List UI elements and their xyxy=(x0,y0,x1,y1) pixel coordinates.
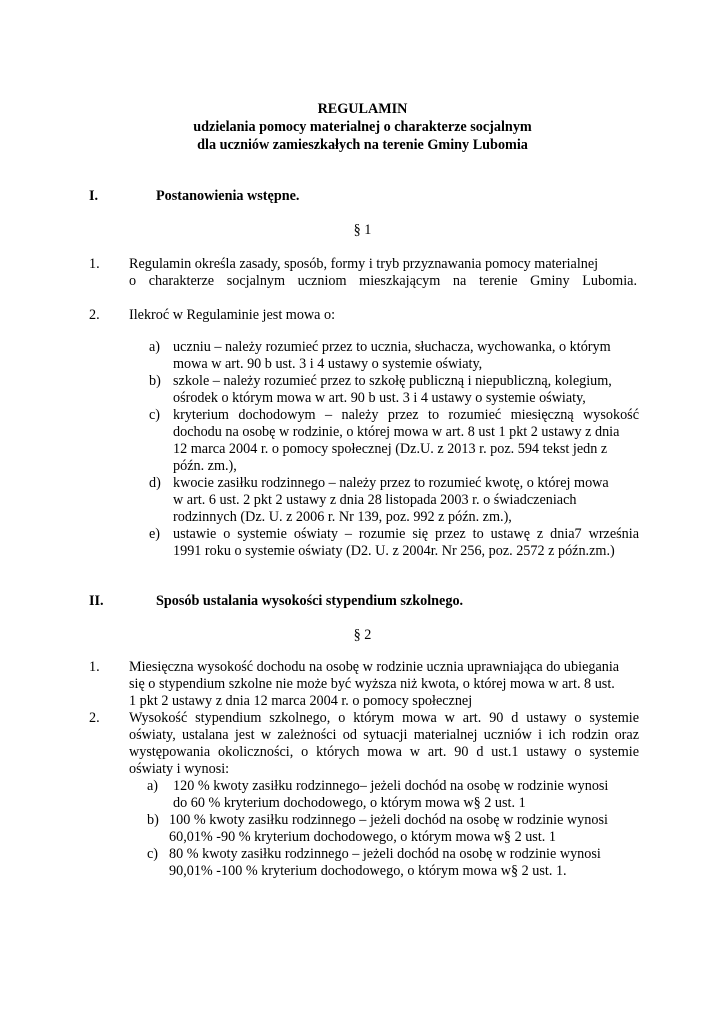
definition-c-line-1: kryterium dochodowym – należy przez to rozumieć miesięczną wysokość xyxy=(173,407,639,423)
definition-a-letter: a) xyxy=(149,339,161,355)
definition-a-line-2: mowa w art. 90 b ust. 3 i 4 ustawy o systemie oświaty, xyxy=(173,356,483,372)
section-1-heading: Postanowienia wstępne. xyxy=(156,188,300,204)
definition-d-line-2: w art. 6 ust. 2 pkt 2 ustawy z dnia 28 listopada 2003 r. o świadczeniach xyxy=(173,492,577,508)
rate-c-line-2: 90,01% -100 % kryterium dochodowego, o którym mowa w§ 2 ust. 1. xyxy=(169,863,567,879)
rate-a-line-1: 120 % kwoty zasiłku rodzinnego– jeżeli dochód na osobę w rodzinie wynosi xyxy=(173,778,609,794)
section-2-heading: Sposób ustalania wysokości stypendium szkolnego. xyxy=(156,593,464,609)
definition-c-line-2: dochodu na osobę w rodzinie, o której mowa w art. 8 ust 1 pkt 2 ustawy z dnia xyxy=(173,424,620,440)
section-2-item-2-number: 2. xyxy=(89,710,100,726)
section-2-paragraph-sign: § 2 xyxy=(353,627,372,643)
section-1-item-2-line-1: Ilekroć w Regulaminie jest mowa o: xyxy=(129,307,336,323)
section-2-item-2-line-1: Wysokość stypendium szkolnego, o którym mowa w art. 90 d ustawy o systemie xyxy=(129,710,639,726)
section-2-item-1-line-1: Miesięczna wysokość dochodu na osobę w rodzinie ucznia uprawniająca do ubiegania xyxy=(129,659,620,675)
definition-d-line-3: rodzinnych (Dz. U. z 2006 r. Nr 139, poz. 992 z późn. zm.), xyxy=(173,509,512,525)
definition-b-letter: b) xyxy=(149,373,161,389)
definition-a-line-1: uczniu – należy rozumieć przez to ucznia, słuchacza, wychowanka, o którym xyxy=(173,339,611,355)
rate-c-line-1: 80 % kwoty zasiłku rodzinnego – jeżeli dochód na osobę w rodzinie wynosi xyxy=(169,846,601,862)
section-2-numeral: II. xyxy=(89,593,104,609)
definition-e-line-1: ustawie o systemie oświaty – rozumie się przez to ustawę z dnia7 września xyxy=(173,526,639,542)
definition-b-line-2: ośrodek o którym mowa w art. 90 b ust. 3 i 4 ustawy o systemie oświaty, xyxy=(173,390,586,406)
rate-b-line-1: 100 % kwoty zasiłku rodzinnego – jeżeli dochód na osobę w rodzinie wynosi xyxy=(169,812,608,828)
section-2-item-2-line-2: oświaty, ustalana jest w zależności od sytuacji materialnej uczniów i ich rodzin oraz xyxy=(129,727,639,743)
section-2-item-2-line-3: występowania okoliczności, o których mowa w art. 90 d ust.1 ustawy o systemie xyxy=(129,744,639,760)
section-2-item-1-line-3: 1 pkt 2 ustawy z dnia 12 marca 2004 r. o pomocy społecznej xyxy=(129,693,473,709)
section-2-item-1-number: 1. xyxy=(89,659,100,675)
definition-c-line-3: 12 marca 2004 r. o pomocy społecznej (Dz.U. z 2013 r. poz. 594 tekst jedn z xyxy=(173,441,608,457)
definition-c-letter: c) xyxy=(149,407,161,423)
definition-c-line-4: późn. zm.), xyxy=(173,458,237,474)
section-1-item-1-line-2: o charakterze socjalnym uczniom mieszkającym na terenie Gminy Lubomia. xyxy=(129,273,637,289)
rate-a-letter: a) xyxy=(147,778,159,794)
section-2-item-1-line-2: się o stypendium szkolne nie może być wyższa niż kwota, o której mowa w art. 8 ust. xyxy=(129,676,615,692)
section-1-paragraph-sign: § 1 xyxy=(353,222,372,238)
document-subtitle-line-2: dla uczniów zamieszkałych na terenie Gminy Lubomia xyxy=(197,137,528,153)
rate-c-letter: c) xyxy=(147,846,159,862)
document-subtitle-line-1: udzielania pomocy materialnej o charakterze socjalnym xyxy=(193,119,532,135)
section-2-item-2-line-4: oświaty i wynosi: xyxy=(129,761,230,777)
section-1-item-1-line-1: Regulamin określa zasady, sposób, formy i tryb przyznawania pomocy materialnej xyxy=(129,256,599,272)
definition-b-line-1: szkole – należy rozumieć przez to szkołę publiczną i niepubliczną, kolegium, xyxy=(173,373,612,389)
section-1-numeral: I. xyxy=(89,188,99,204)
rate-a-line-2: do 60 % kryterium dochodowego, o którym mowa w§ 2 ust. 1 xyxy=(173,795,526,811)
section-1-item-1-number: 1. xyxy=(89,256,100,272)
definition-e-line-2: 1991 roku o systemie oświaty (D2. U. z 2004r. Nr 256, poz. 2572 z późn.zm.) xyxy=(173,543,615,559)
document-title: REGULAMIN xyxy=(317,101,408,117)
definition-d-letter: d) xyxy=(149,475,161,491)
definition-e-letter: e) xyxy=(149,526,161,542)
rate-b-letter: b) xyxy=(147,812,159,828)
definition-d-line-1: kwocie zasiłku rodzinnego – należy przez to rozumieć kwotę, o której mowa xyxy=(173,475,609,491)
section-1-item-2-number: 2. xyxy=(89,307,100,323)
rate-b-line-2: 60,01% -90 % kryterium dochodowego, o którym mowa w§ 2 ust. 1 xyxy=(169,829,556,845)
